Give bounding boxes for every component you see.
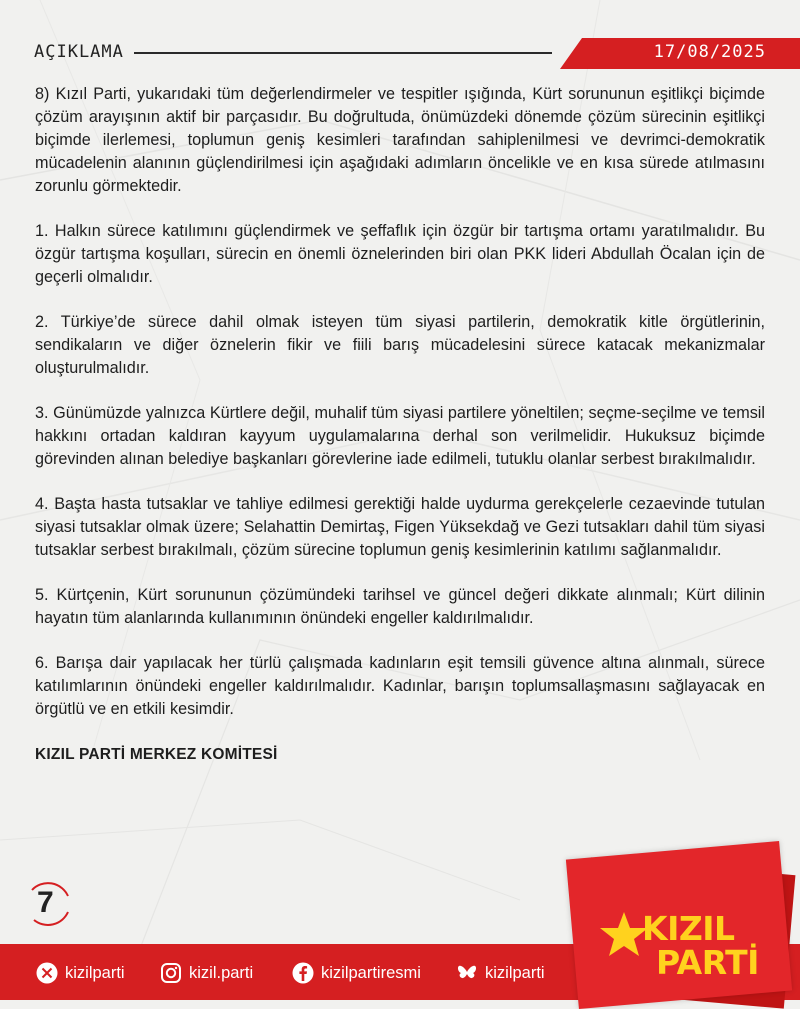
paragraph-intro: 8) Kızıl Parti, yukarıdaki tüm değerlendirmeler ve tespitler ışığında, Kürt sorununun eşitlikçi biçimde çözüm arayışının aktif bir parçasıdır. Bu doğrultuda, önümüzdeki dönemde çözüm sürecinin eşitlikçi biçimde ilerlemesi, toplumun geniş kesimleri tarafından sahiplenilmesi ve devrimci-demokratik mücadelenin alanının güçlendirilmesi için aşağıdaki adımların öncelikle ve en kısa sürede atılmasını zorunlu görmektedir. [35, 85, 765, 195]
social-bluesky[interactable] [456, 960, 545, 986]
paragraph-item-5: 5. Kürtçenin, Kürt sorununun çözümündeki tarihsel ve güncel değeri dikkate alınmalı; Kürt dilinin hayatın tüm alanlarında kullanımının önündeki engeller kaldırılmalıdır. [35, 586, 765, 627]
paragraph-item-1: 1. Halkın sürece katılımını güçlendirmek ve şeffaflık için özgür bir tartışma ortamı yaratılmalıdır. Bu özgür tartışma koşulları, sürecin en önemli öznelerinden biri olan PKK lideri Abdullah Öcalan için de geçerli olmalıdır. [35, 222, 765, 286]
social-instagram[interactable] [160, 960, 253, 986]
header-date: 17/08/2025 [653, 42, 766, 62]
statement-body [35, 83, 765, 766]
x-icon [36, 962, 58, 984]
header-label: AÇIKLAMA [34, 42, 124, 62]
paragraph-item-4: 4. Başta hasta tutsaklar ve tahliye edilmesi gerektiği halde uydurma gerekçelerle cezaevinde tutulan siyasi tutsaklar olmak üzere; Selahattin Demirtaş, Figen Yüksekdağ ve Gezi tutsakları dahil tüm siyasi tutsaklar serbest bırakılmalı, çözüm sürecine toplumun geniş kesimlerinin katılımı sağlanmalıdır. [35, 495, 765, 559]
social-x[interactable] [36, 960, 125, 986]
social-handle-x: kizilparti [65, 963, 125, 982]
social-handle-facebook: kizilpartiresmi [321, 963, 421, 982]
party-logo [598, 908, 788, 988]
paragraph-item-3: 3. Günümüzde yalnızca Kürtlere değil, muhalif tüm siyasi partilere yöneltilen; seçme-seçilme ve temsil hakkını ortadan kaldıran kayyum uygulamalarına derhal son verilmelidir. Hukuksuz biçimde görevinden alınan belediye başkanları görevlerine iade edilmeli, tutuklu olanlar serbest bırakılmalıdır. [35, 404, 765, 468]
instagram-icon [160, 962, 182, 984]
page-number: 7 [37, 886, 54, 919]
header-divider [134, 52, 552, 54]
page-number-badge [24, 876, 74, 932]
social-facebook[interactable] [292, 960, 421, 986]
paragraph-item-2: 2. Türkiye’de sürece dahil olmak isteyen tüm siyasi partilerin, demokratik kitle örgütlerinin, sendikaların ve diğer öznelerin fikir ve fiili barış mücadelesini sürece katacak mekanizmalar oluşturulmalıdır. [35, 313, 765, 377]
social-handle-bluesky: kizilparti [485, 963, 545, 982]
logo-text-line1: KIZIL [642, 909, 735, 948]
social-handle-instagram: kizil.parti [189, 963, 254, 982]
facebook-icon [292, 962, 314, 984]
logo-text-line2: PARTİ [656, 943, 759, 982]
paragraph-item-6: 6. Barışa dair yapılacak her türlü çalışmada kadınların eşit temsili güvence altına alınmalı, sürece katılımlarının önündeki engeller kaldırılmalıdır. Kadınlar, barışın toplumsallaşmasını sağlayacak en örgütlü ve en etkili kesimdir. [35, 654, 765, 718]
bluesky-icon [456, 962, 478, 984]
signature: KIZIL PARTİ MERKEZ KOMİTESİ [35, 746, 278, 763]
